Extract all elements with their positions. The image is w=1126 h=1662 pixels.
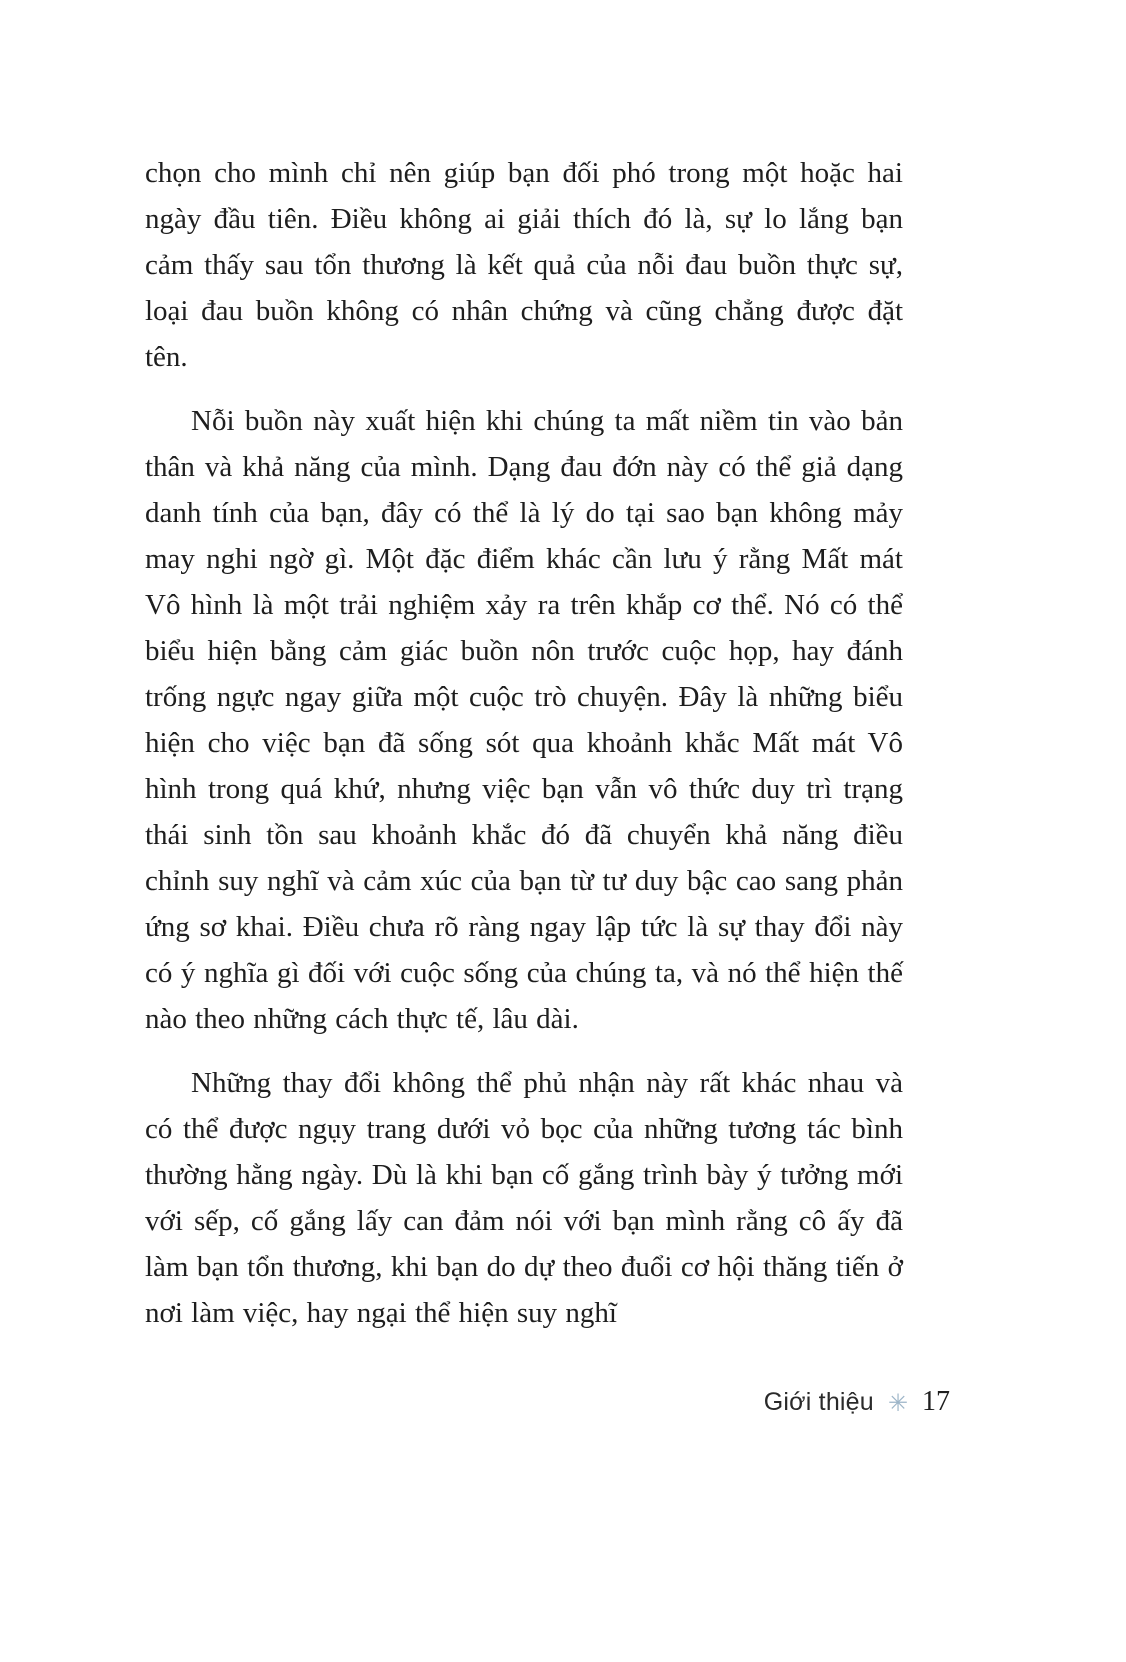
body-paragraph: Những thay đổi không thể phủ nhận này rất khác nhau và có thể được ngụy trang dưới vỏ bọc của những tương tác bình thường hằng ngày. Dù là khi bạn cố gắng trình bày ý tưởng mới với sếp, cố gắng lấy can đảm nói với bạn mình rằng cô ấy đã làm bạn tổn thương, khi bạn do dự theo đuổi cơ hội thăng tiến ở nơi làm việc, hay ngại thể hiện suy nghĩ bbox=[145, 1067, 903, 1329]
body-paragraph: Nỗi buồn này xuất hiện khi chúng ta mất niềm tin vào bản thân và khả năng của mình. Dạng đau đớn này có thể giả dạng danh tính của bạn, đây có thể là lý do tại sao bạn không mảy may nghi ngờ gì. Một đặc điểm khác cần lưu ý rằng Mất mát Vô hình là một trải nghiệm xảy ra trên khắp cơ thể. Nó có thể biểu hiện bằng cảm giác buồn nôn trước cuộc họp, hay đánh trống ngực ngay giữa một cuộc trò chuyện. Đây là những biểu hiện cho việc bạn đã sống sót qua khoảnh khắc Mất mát Vô hình trong quá khứ, nhưng việc bạn vẫn vô thức duy trì trạng thái sinh tồn sau khoảnh khắc đó đã chuyển khả năng điều chỉnh suy nghĩ và cảm xúc của bạn từ tư duy bậc cao sang phản ứng sơ khai. Điều chưa rõ ràng ngay lập tức là sự thay đổi này có ý nghĩa gì đối với cuộc sống của chúng ta, và nó thể hiện thế nào theo những cách thực tế, lâu dài. bbox=[145, 405, 903, 1035]
flower-asterisk-icon: ✳ bbox=[887, 1389, 908, 1417]
section-title: Giới thiệu bbox=[763, 1387, 874, 1416]
body-text-block bbox=[145, 150, 903, 1354]
page-footer bbox=[764, 1386, 950, 1418]
body-paragraph: chọn cho mình chỉ nên giúp bạn đối phó trong một hoặc hai ngày đầu tiên. Điều không ai giải thích đó là, sự lo lắng bạn cảm thấy sau tổn thương là kết quả của nỗi đau buồn thực sự, loại đau buồn không có nhân chứng và cũng chẳng được đặt tên. bbox=[145, 157, 903, 373]
page-number: 17 bbox=[922, 1386, 950, 1417]
